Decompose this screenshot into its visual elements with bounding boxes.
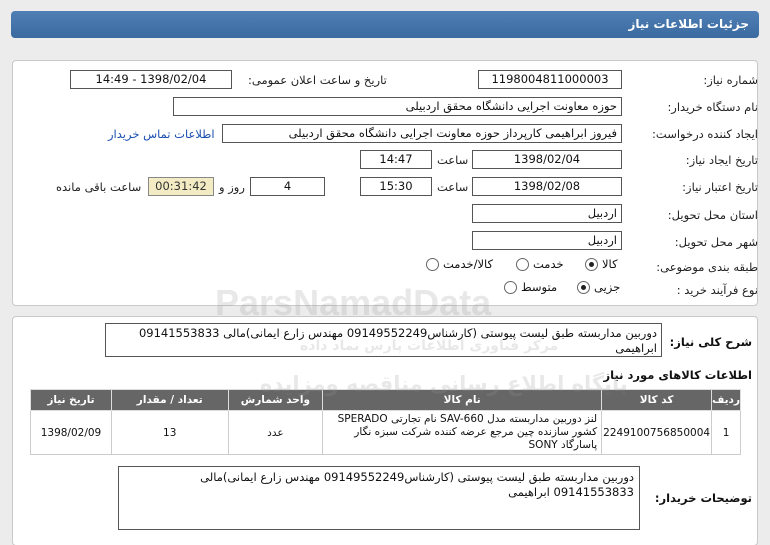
category-option-service[interactable]: خدمت <box>516 257 564 271</box>
buyer-org-field[interactable]: حوزه معاونت اجرایی دانشگاه محقق اردبیلی <box>173 97 622 116</box>
col-unit: واحد شمارش <box>228 390 323 411</box>
buyer-notes-label: توضیحات خریدار: <box>654 491 752 505</box>
created-time-label: ساعت <box>437 153 469 167</box>
cell-name: لنز دوربین مداربسته مدل SAV-660 نام تجارتی SPERADO کشور سازنده چین مرجع عرضه کننده شرکت سبزه نگار پاسارگاد SONY <box>323 411 602 455</box>
goods-radio[interactable] <box>585 258 598 271</box>
city-field[interactable]: اردبیل <box>472 231 622 250</box>
requester-label: ایجاد کننده درخواست: <box>652 127 758 141</box>
need-number-label: شماره نیاز: <box>703 73 758 87</box>
page-title: جزئیات اطلاعات نیاز <box>11 11 759 38</box>
table-row[interactable] <box>31 411 741 455</box>
days-remaining-field[interactable]: 4 <box>250 177 325 196</box>
col-name: نام کالا <box>323 390 602 411</box>
validity-date-label: تاریخ اعتبار نیاز: <box>682 180 758 194</box>
created-date-field[interactable]: 1398/02/04 <box>472 150 622 169</box>
medium-radio[interactable] <box>504 281 517 294</box>
watermark-line-3: مرکز فناوری اطلاعات پارس نماد داده <box>300 338 559 354</box>
province-field[interactable]: اردبیل <box>472 204 622 223</box>
announce-label: تاریخ و ساعت اعلان عمومی: <box>248 73 387 87</box>
goods-service-radio[interactable] <box>426 258 439 271</box>
created-time-field[interactable]: 14:47 <box>360 150 432 169</box>
need-number-field[interactable]: 1198004811000003 <box>478 70 622 89</box>
cell-code: 2249100756850004 <box>602 411 712 455</box>
province-label: استان محل تحویل: <box>667 208 758 222</box>
col-row: ردیف <box>712 390 741 411</box>
created-date-label: تاریخ ایجاد نیاز: <box>685 153 758 167</box>
announce-field[interactable]: 1398/02/04 - 14:49 <box>70 70 232 89</box>
validity-time-field[interactable]: 15:30 <box>360 177 432 196</box>
remaining-label: ساعت باقی مانده <box>56 180 142 194</box>
service-radio[interactable] <box>516 258 529 271</box>
col-qty: تعداد / مقدار <box>111 390 228 411</box>
minor-radio[interactable] <box>577 281 590 294</box>
category-option-goods[interactable]: کالا <box>585 257 618 271</box>
validity-time-label: ساعت <box>437 180 469 194</box>
items-title: اطلاعات کالاهای مورد نیاز <box>603 368 752 382</box>
cell-date: 1398/02/09 <box>31 411 112 455</box>
city-label: شهر محل تحویل: <box>674 235 758 249</box>
title-bar <box>0 0 770 46</box>
cell-qty: 13 <box>111 411 228 455</box>
buyer-notes-text: دوربین مداربسته طبق لیست پیوستی (کارشناس09149552249 مهندس زارع ایمانی)مالی 09141553833 ابراهیمی <box>118 466 640 530</box>
category-option-goods-service[interactable]: کالا/خدمت <box>426 257 493 271</box>
watermark-logo-text: ParsNamadData <box>215 282 492 323</box>
process-label: نوع فرآیند خرید : <box>676 283 758 297</box>
process-option-medium[interactable]: متوسط <box>504 280 557 294</box>
cell-row: 1 <box>712 411 741 455</box>
col-date: تاریخ نیاز <box>31 390 112 411</box>
validity-date-field[interactable]: 1398/02/08 <box>472 177 622 196</box>
summary-text: دوربین مداربسته طبق لیست پیوستی (کارشناس09149552249 مهندس زارع ایمانی)مالی 09141553833 ابراهیمی <box>105 323 662 357</box>
category-label: طبقه بندی موضوعی: <box>656 260 758 274</box>
watermark-line-2: پایگاه اطلاع رسانی مناقصه ومزایده <box>260 372 628 396</box>
contact-buyer-link[interactable]: اطلاعات تماس خریدار <box>108 127 215 141</box>
remaining-timer: 00:31:42 <box>148 177 214 196</box>
requester-field[interactable]: فیروز ابراهیمی کارپرداز حوزه معاونت اجرایی دانشگاه محقق اردبیلی <box>222 124 622 143</box>
cell-unit: عدد <box>228 411 323 455</box>
process-option-minor[interactable]: جزیی <box>577 280 620 294</box>
days-label: روز و <box>219 180 245 194</box>
col-code: کد کالا <box>602 390 712 411</box>
buyer-org-label: نام دستگاه خریدار: <box>667 100 758 114</box>
items-table <box>30 389 741 455</box>
summary-label: شرح کلی نیاز: <box>669 335 752 349</box>
